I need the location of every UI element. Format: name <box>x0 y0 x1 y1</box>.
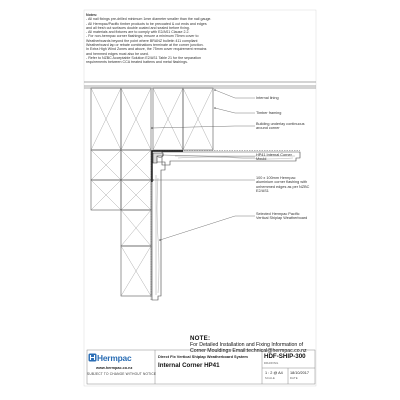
notes-heading: Notes: <box>86 13 98 17</box>
note-line: - All nail fixings pre-drilled minimum 1mm diameter smaller than the nail gauge. <box>86 17 212 22</box>
label-corner-flashing: 100 x 100mm Hermpac aluminium corner flashing with unhemmed edges as per NZBC E2/AS1 <box>256 176 310 194</box>
label-building-underlay: Building underlay continuous around corner <box>256 122 305 131</box>
scale-value: 1 : 2 @ A4 <box>265 371 283 375</box>
note-line: and all fresh cut surfaces double coated and sealed before fixing. <box>86 25 190 30</box>
note-title: NOTE: <box>190 335 211 342</box>
date-label: DATE <box>290 377 298 380</box>
drawing-label: DRAWING <box>264 362 279 365</box>
note-line: - For non-hermpac corner flashings; ensure a minimum 75mm cover to <box>86 34 199 39</box>
system-name: Direct Fix Vertical Shiplap Weatherboard System <box>158 354 248 359</box>
label-corner-mould: HP41 Internal Corner Mould <box>256 153 292 162</box>
note-line: Weatherboard lap or rebate combinations terminate at the corner junction. <box>86 43 204 48</box>
building-underlay <box>151 151 300 301</box>
brand-logo: Hermpac <box>97 353 132 363</box>
label-timber-framing: Timber framing <box>256 111 282 115</box>
note-line-1: For Detailed Installation and Fixing Information of <box>190 342 304 348</box>
drawing-title: Internal Corner HP41 <box>158 362 220 369</box>
hermpac-logo-icon <box>88 353 97 362</box>
hp41-corner-mould <box>153 153 163 163</box>
scale-label: SCALE <box>265 377 276 380</box>
internal-lining-lines <box>84 82 316 88</box>
weatherboard-left <box>152 162 165 300</box>
drawing-number: HDF-SHIP-300 <box>264 353 306 360</box>
label-weatherboard: Selected Hermpac Pacific Vertical Shiplap Weatherboard <box>256 212 308 221</box>
date-value: 18/10/2017 <box>290 371 310 375</box>
note-line-2: Corner Mouldings Email:technical@hermpac.co.nz <box>190 348 307 355</box>
website-link[interactable]: www.hermpac.co.nz <box>96 366 133 370</box>
timber-framing-left <box>91 150 151 296</box>
note-line: and hemmed edges must also be used. <box>86 51 149 56</box>
note-line: - Refer to NZBC Acceptable Solution E2/AS1 Table 21 for the separation <box>86 55 201 60</box>
note-line: requirements between CCA treated battens and metal flashings. <box>86 60 188 65</box>
note-line: Weatherboards beyond the point where BRANZ bulletin 411 compliant <box>86 38 198 43</box>
note-line: In Extra High Wind Zones and above, the 75mm cover requirement remains <box>86 47 207 52</box>
general-notes <box>86 13 326 65</box>
installation-note <box>190 335 390 355</box>
note-line: - All Hermpac/Pacific timber products to be precoated & cut ends and edges <box>86 21 207 26</box>
note-line: - All materials and fixtures are to comply with E2/AS1 Clause 2.2. <box>86 30 190 35</box>
timber-framing-top <box>91 88 213 150</box>
change-notice: SUBJECT TO CHANGE WITHOUT NOTICE <box>87 372 157 376</box>
label-internal-lining: Internal lining <box>256 96 279 100</box>
